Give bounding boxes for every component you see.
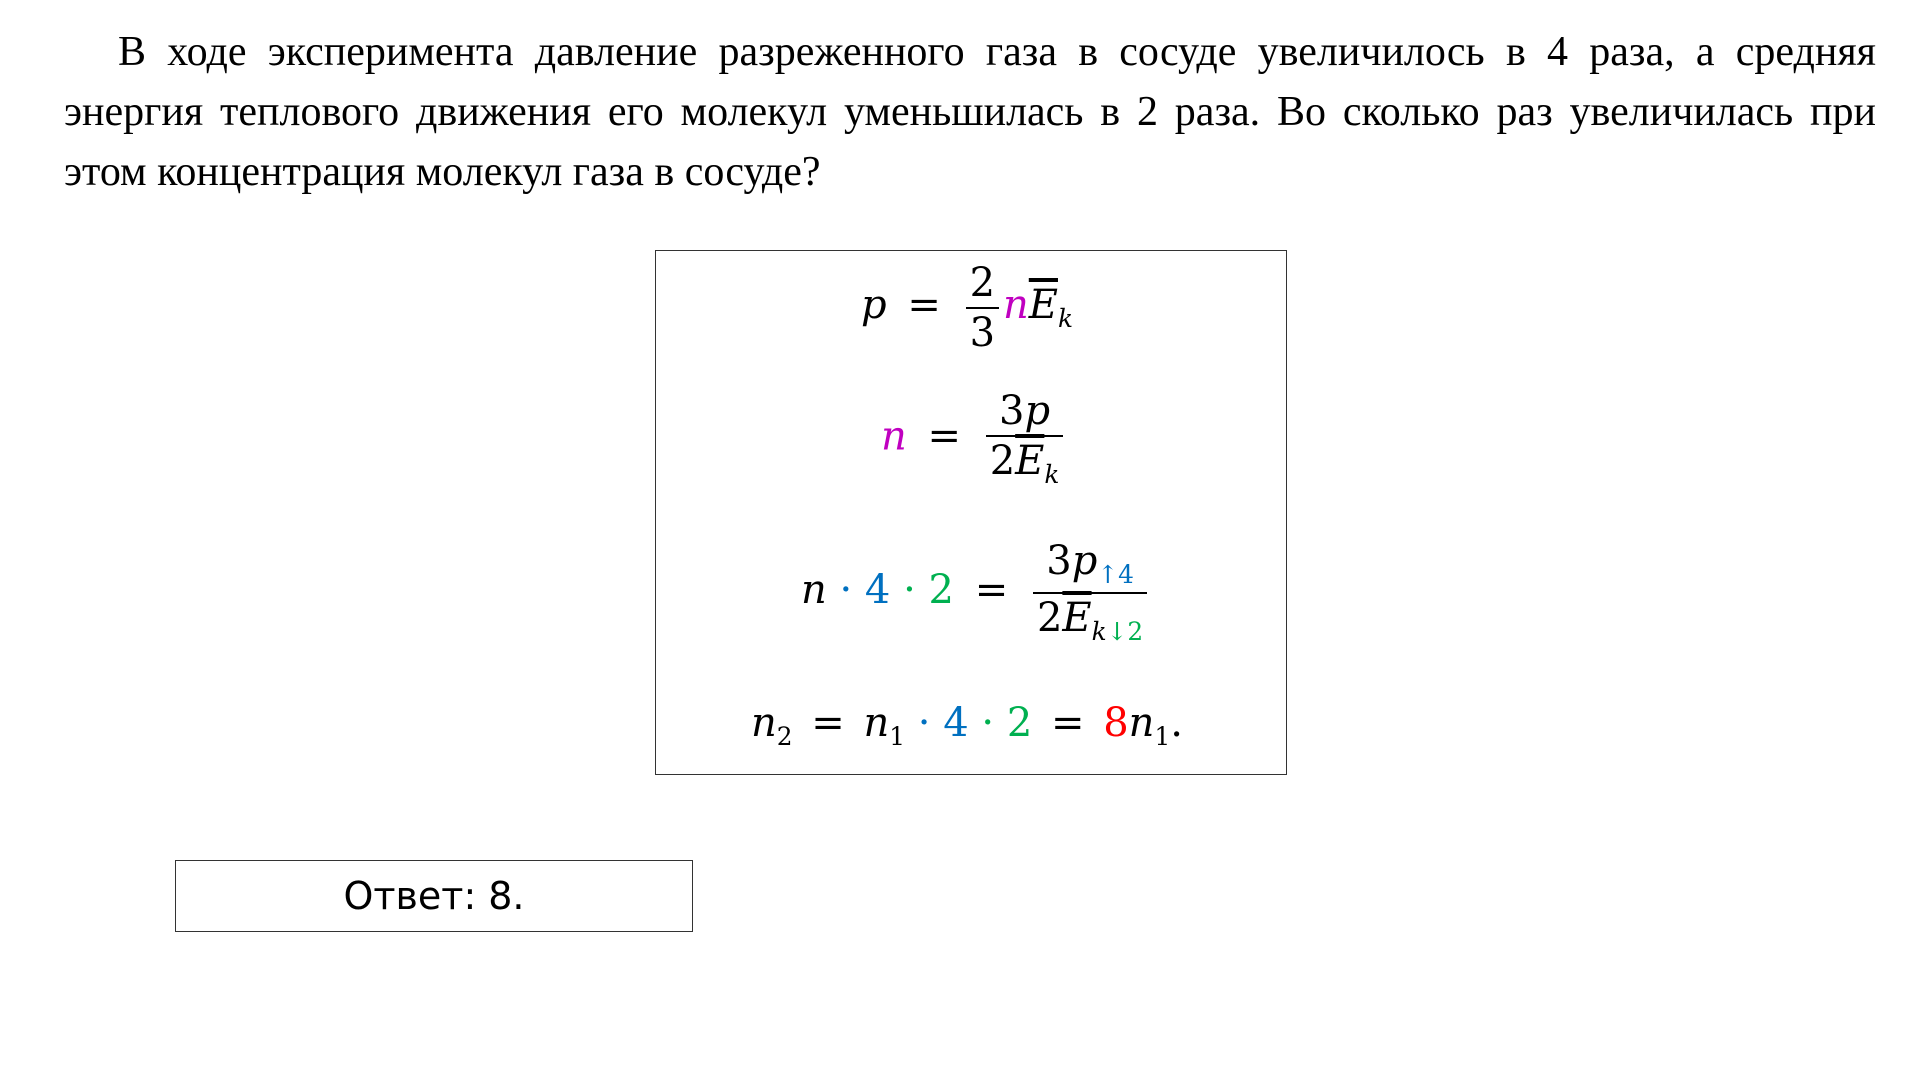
eq4-n1-sub: 1 [889,722,906,751]
eq4-equals2: = [1050,700,1085,746]
eq1-frac-num: 2 [966,263,999,309]
answer-label: Ответ: [343,874,477,918]
eq3-den-mark: ↓2 [1106,616,1144,646]
eq2-num-var: p [1024,388,1051,434]
eq3-n: n [801,566,827,613]
eq4-period: . [1170,700,1183,746]
eq4-n1b: n [1128,700,1155,746]
eq1-E: $\overline{E}$ [1028,282,1058,328]
eq3-den-coef: 2 [1036,594,1063,641]
eq4-equals1: = [811,700,845,746]
eq1-equals: = [907,282,941,328]
eq4-n1b-sub: 1 [1154,722,1171,751]
problem-text: В ходе эксперимента давление разреженного газа в сосуде увеличилось в 4 раза, а средняя энергия теплового движения его молекул уменьшилась в 2 раза. Во сколько раз увеличилась при этом концентрация молекул газа в сосуде? [64,29,1876,195]
eq1-frac-den: 3 [969,310,996,356]
eq3-num-coef: 3 [1046,538,1072,584]
eq4-eight: 8 [1103,700,1129,746]
eq4-dot2: · [981,700,995,746]
eq3-num-var: p [1071,538,1098,584]
eq4-n1: n [863,700,890,746]
eq1-E-sub: k [1057,304,1074,333]
eq4-n2: n [751,700,777,746]
eq3-fraction [1033,538,1147,646]
eq4-n2-sub: 2 [776,722,793,751]
equation-substitution [801,538,1151,646]
eq3-equals: = [974,566,1009,613]
eq3-den-sub: k [1091,616,1107,646]
eq4-four: 4 [943,700,969,746]
eq1-fraction [966,260,999,356]
eq4-dot1: · [917,700,931,746]
eq3-four: 4 [864,566,891,613]
eq2-den-E: $\overline{E}$ [1015,438,1045,484]
eq2-den-sub: k [1044,460,1060,489]
eq4-two: 2 [1006,700,1033,746]
eq3-num-mark: ↑4 [1097,560,1134,589]
eq3-denominator [1033,594,1147,645]
eq2-denominator [986,437,1064,488]
eq2-fraction [986,388,1064,489]
equation-concentration [881,388,1067,489]
eq3-den-E: $\overline{E}$ [1062,594,1092,641]
equation-pressure [861,260,1074,356]
eq3-two: 2 [928,566,954,613]
eq2-num-coef: 3 [999,388,1025,434]
answer-box [175,860,693,932]
eq1-n: n [1003,282,1029,328]
eq3-dot1: · [839,566,853,613]
eq3-numerator [1033,538,1147,594]
eq2-den-coef: 2 [989,438,1016,484]
eq1-p: p [861,282,887,328]
eq3-dot2: · [903,566,916,613]
solution-box [655,250,1287,775]
eq2-equals: = [927,413,961,460]
answer-value: 8. [488,874,525,918]
eq2-numerator [986,388,1064,437]
eq2-n: n [881,413,907,460]
equation-result [751,700,1183,751]
